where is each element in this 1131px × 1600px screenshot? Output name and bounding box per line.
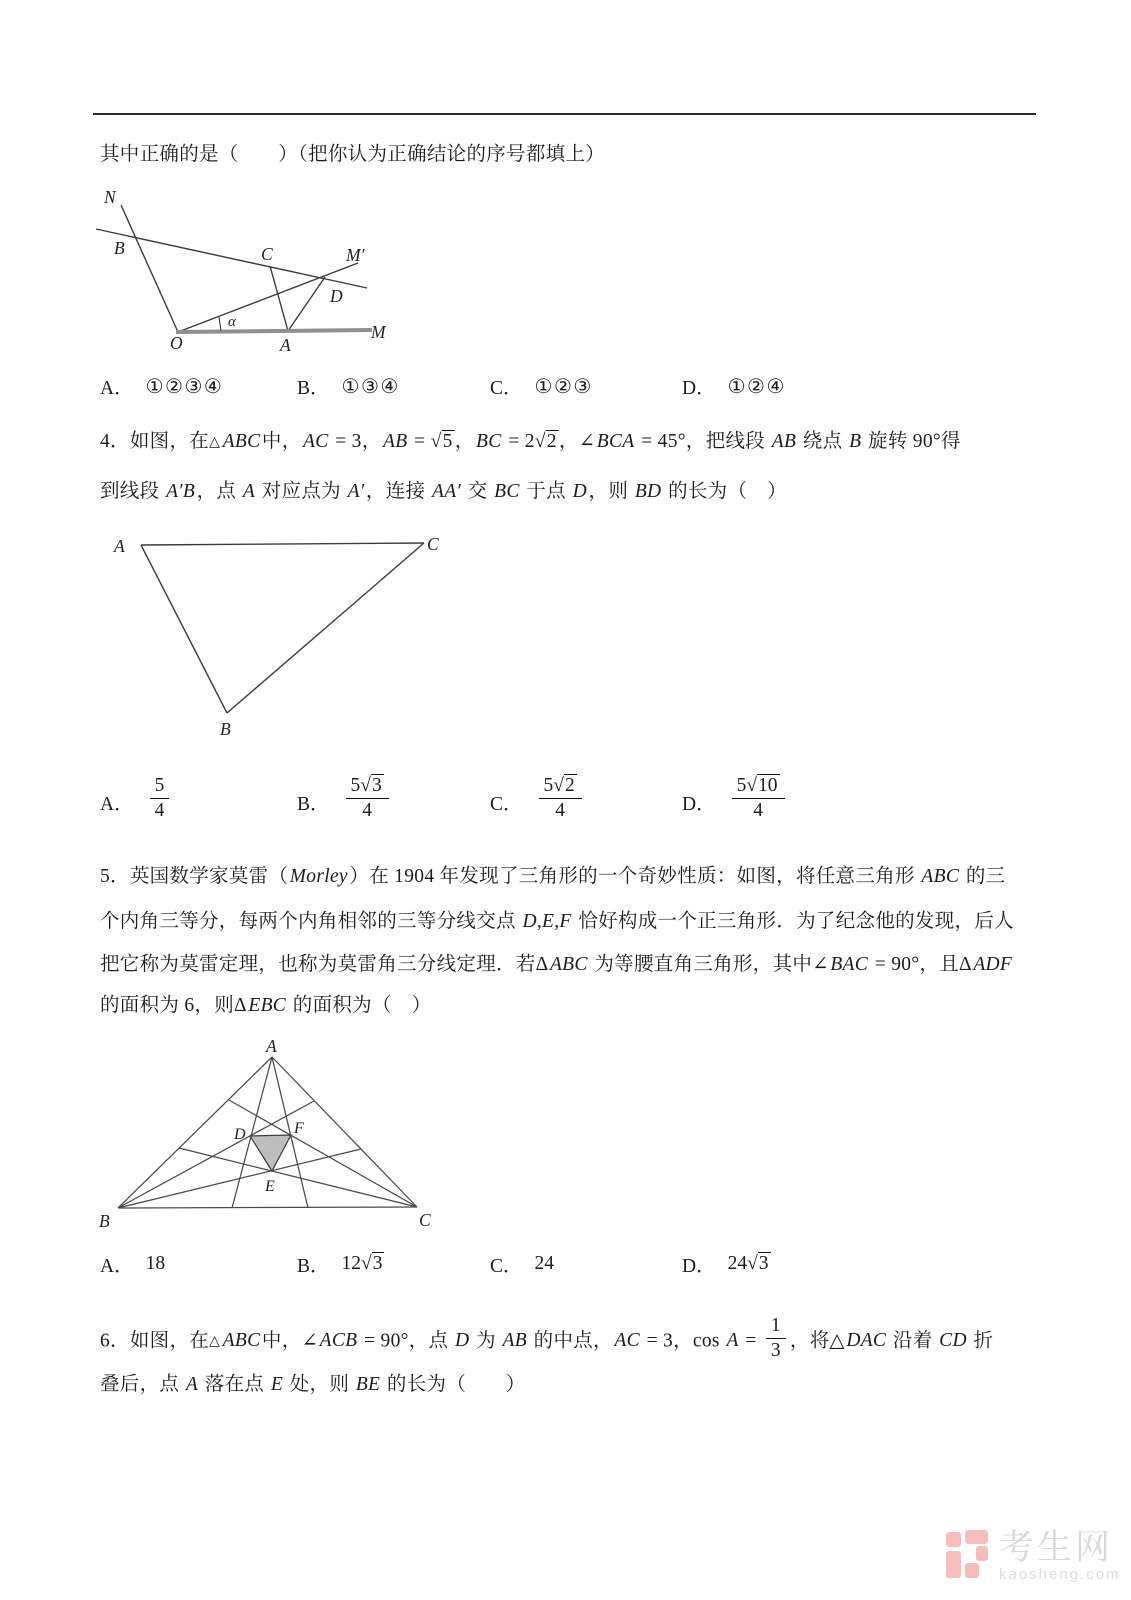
q3-option-c-letter: C． (490, 378, 523, 399)
q4-option-d-value: $\frac{5√10}{4}$ (728, 778, 789, 826)
q3-option-b-letter: B． (297, 378, 330, 399)
q4-option-b-letter: B． (297, 793, 330, 815)
page-top-rule (93, 113, 1036, 115)
kaosheng-logo-icon (946, 1530, 990, 1580)
q3-option-c (490, 372, 593, 400)
q3-figure-label-C: C (261, 244, 273, 264)
q5-option-d-letter: D． (682, 1256, 716, 1277)
q4-option-a-letter: A． (100, 793, 134, 815)
kaosheng-watermark-text (999, 1530, 1121, 1583)
q3-figure-label-M-prime: M′ (346, 245, 365, 265)
q3-option-a-letter: A． (100, 378, 134, 399)
q3-option-d (682, 372, 786, 400)
q3-option-a-value: ①②③④ (145, 374, 224, 398)
q5-figure-shaded-triangle (250, 1135, 291, 1171)
q3-figure-label-D: D (330, 286, 343, 306)
q4-option-a (100, 775, 173, 826)
q3-figure-label-N: N (104, 187, 116, 207)
q5-figure-label-C: C (419, 1210, 431, 1230)
q5-option-c-value: 24 (534, 1253, 555, 1274)
q4-figure-label-C: C (427, 534, 439, 554)
q5-option-d-value: 24√3 (727, 1253, 769, 1274)
q4-option-b-value: $\frac{5√3}{4}$ (342, 778, 393, 826)
q3-option-b-value: ①③④ (341, 374, 400, 398)
q4-figure (95, 518, 465, 748)
q5-text-line2: 个内角三等分，每两个内角相邻的三等分线交点 D,E,F 恰好构成一个正三角形．为了纪念他的发现，后人 (100, 911, 1014, 932)
q3-option-d-value: ①②④ (727, 374, 786, 398)
q5-text-line3: 把它称为莫雷定理，也称为莫雷角三分线定理．若ΔABC 为等腰直角三角形，其中∠BAC = 90°，且ΔADF (100, 954, 1013, 975)
q3-figure (88, 170, 408, 355)
q5-figure (85, 1028, 455, 1238)
q3-figure-label-M: M (371, 322, 386, 342)
q5-text-line1: 5．英国数学家莫雷（Morley）在 1904 年发现了三角形的一个奇妙性质：如图，将任意三角形 ABC 的三 (100, 866, 1006, 887)
q5-text-line4: 的面积为 6，则ΔEBC 的面积为（ ） (100, 995, 432, 1016)
q5-option-b-value: 12√3 (341, 1253, 383, 1274)
q5-figure-label-F: F (294, 1120, 304, 1137)
q3-figure-label-B: B (114, 238, 125, 258)
q5-option-c-letter: C． (490, 1256, 523, 1277)
q5-option-b-letter: B． (297, 1256, 330, 1277)
q3-figure-label-A: A (280, 335, 291, 355)
q5-figure-label-D: D (234, 1126, 246, 1143)
kaosheng-brand: 考生网 (999, 1528, 1114, 1567)
q5-figure-label-A: A (266, 1036, 277, 1056)
q3-prompt: 其中正确的是（ ）（把你认为正确结论的序号都填上） (100, 144, 606, 165)
q4-option-a-value: $\frac{5}{4}$ (146, 778, 174, 826)
kaosheng-watermark (946, 1530, 1121, 1583)
q4-option-c-value: $\frac{5√2}{4}$ (535, 778, 586, 826)
q5-option-c (490, 1250, 554, 1278)
q6-text-line1: 6．如图，在△ ABC中，∠ACB = 90°，点 D 为 AB 的中点，AC = 3，cos A = $\frac{1}{3}$ ，将△DAC 沿着 CD 折 (100, 1315, 994, 1362)
q3-figure-label-O: O (170, 333, 183, 353)
q3-option-d-letter: D． (682, 378, 716, 399)
q5-figure-label-B: B (99, 1211, 110, 1231)
q5-option-d (682, 1250, 771, 1278)
q4-option-b (297, 775, 393, 826)
q3-option-c-value: ①②③ (534, 374, 593, 398)
q4-option-d (682, 775, 789, 826)
q4-figure-label-B: B (220, 719, 231, 739)
q4-text-line2: 到线段 A′B，点 A 对应点为 A′，连接 AA′ 交 BC 于点 D，则 BD 的长为（ ） (100, 481, 787, 502)
q5-option-a (100, 1250, 165, 1278)
kaosheng-domain: kaosheng.com (999, 1566, 1121, 1583)
q4-option-c-letter: C． (490, 793, 523, 815)
q5-figure-label-E: E (265, 1178, 275, 1195)
q3-option-a (100, 372, 223, 400)
q5-option-b (297, 1250, 384, 1278)
q4-options (0, 760, 1131, 832)
q3-figure-label-alpha: α (228, 314, 236, 330)
q3-figure-lines (96, 205, 372, 332)
q4-text-line1: 4．如图，在△ ABC中，AC = 3，AB = √5 ，BC = 2√2 ，∠BCA = 45°，把线段 AB 绕点 B 旋转 90°得 (100, 431, 961, 452)
q5-option-a-letter: A． (100, 1256, 134, 1277)
q3-option-b (297, 372, 400, 400)
q4-figure-label-A: A (114, 536, 125, 556)
q4-option-c (490, 775, 586, 826)
q4-option-d-letter: D． (682, 793, 716, 815)
q5-option-a-value: 18 (145, 1253, 166, 1274)
q4-figure-lines (141, 543, 424, 713)
q6-text-line2: 叠后，点 A 落在点 E 处，则 BE 的长为（ ） (100, 1374, 526, 1395)
